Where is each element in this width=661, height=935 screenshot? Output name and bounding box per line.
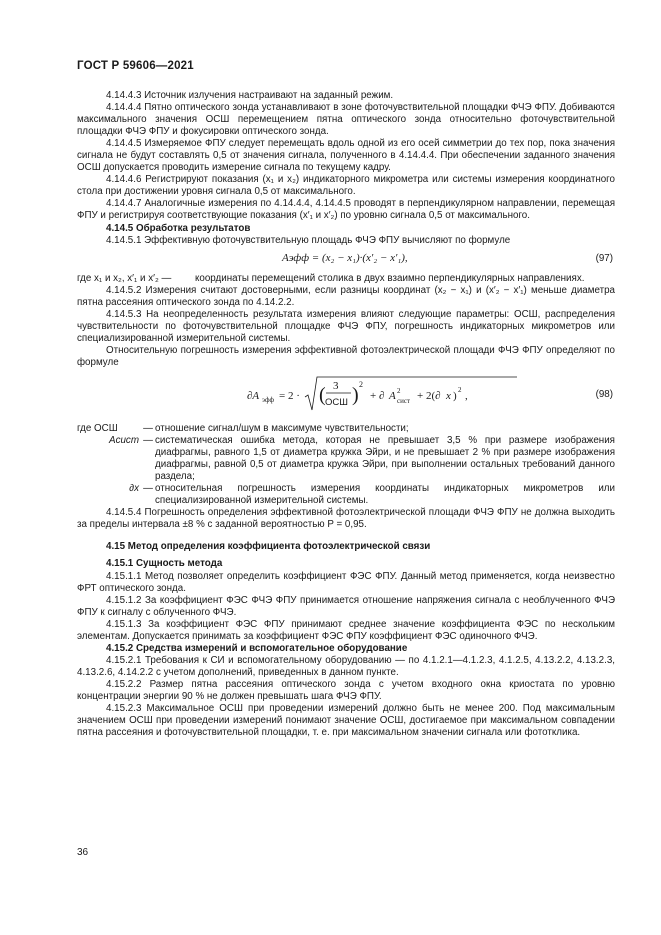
paragraph: 4.14.5.4 Погрешность определения эффективной фотоэлектрической площади ФЧЭ ФПУ не должна выходить за пределы интервала ±8 % с заданной вероятностью P = 0,95. [77,507,615,531]
svg-text:эфф: эфф [262,395,274,404]
paragraph: 4.14.5.3 На неопределенность результата измерения влияют следующие параметры: ОСШ, распределения чувствительности по фоточувствительной площадке ФЧЭ ФПУ, погрешность индикаторных микрометров или специализированной измерительной системы. [77,308,615,344]
standard-header: ГОСТ Р 59606—2021 [77,60,194,72]
formula-97-legend [77,273,615,285]
paragraph: 4.14.4.6 Регистрируют показания (x₁ и x₂) индикаторного микрометра или системы измерения координатного стола при достижении уровня сигнала 0,5 от максимального. [77,174,615,198]
paragraph: 4.14.4.5 Измеряемое ФПУ следует перемещать вдоль одной из его осей симметрии до тех пор, пока значения сигнала не будут составлять 0,5 от значения сигнала, полученного в 4.14.4.4. При обеспечении заданного значения ОСШ допускается проводить измерение сигнала по текущему кадру. [77,138,615,174]
svg-text:): ) [453,389,457,402]
svg-text:,: , [465,389,468,402]
legend-dash: — [143,422,153,434]
svg-text:3: 3 [333,379,339,392]
paragraph: 4.14.4.4 Пятно оптического зонда устанавливают в зоне фоточувствительной площадки ФЧЭ ФПУ. Добиваются максимального значения ОСШ перемещением пятна оптического зонда относительно фоточувствительной площадки ФЧЭ ФПУ и фокусировки оптического зонда. [77,102,615,138]
legend-term: где ОСШ [77,422,118,434]
paragraph: 4.14.4.3 Источник излучения настраивают на заданный режим. [106,90,394,101]
legend-term: Aсист [109,435,139,447]
svg-text:+ 2(∂: + 2(∂ [417,389,441,402]
paragraph: 4.14.4.7 Аналогичные измерения по 4.14.4.4, 4.14.4.5 проводят в перпендикулярном направлении, перемещая ФПУ и регистрируя соответствующие показания (x′₁ и x′₂) по уровню сигнала 0,5 от максимального. [77,198,615,222]
legend-term: ∂x [129,483,139,495]
formula-98-legend [77,423,615,507]
formula-97-number: (97) [595,252,613,264]
paragraph: 4.15.1.2 За коэффициент ФЭС ФЧЭ ФПУ принимается отношение напряжения сигнала с необлученного ФЧЭ ФПУ к сигналу с облученного ФЧЭ. [77,594,615,618]
page-number: 36 [77,847,89,858]
formula-98 [77,371,615,417]
svg-text:A: A [389,389,396,402]
legend-text: отношение сигнал/шум в максимуме чувствительности; [155,422,409,434]
svg-text:2: 2 [359,379,363,389]
svg-text:(: ( [319,383,326,406]
legend-dash: — [143,483,153,495]
legend-text: систематическая ошибка метода, которая не превышает 3,5 % при размере изображения диафрагмы, равного 1,5 от диаметра кружка Эйри, и не превышает 2 % при размере изображения диафрагмы, равной 0,5 от диаметра кружка Эйри, при выполнении остальных требований данного раздела; [155,435,615,483]
section-heading: 4.15 Метод определения коэффициента фотоэлектрической связи [106,541,431,553]
svg-text:): ) [352,383,359,406]
paragraph: Относительную погрешность измерения эффективной фотоэлектрической площади ФЧЭ ФПУ определяют по формуле [77,344,615,368]
svg-text:x: x [446,389,451,402]
legend-term: где x₁ и x₂, x′₁ и x′₂ — [77,272,172,284]
paragraph: 4.15.2.3 Максимальное ОСШ при проведении измерений должно быть не менее 200. Под максимальным значением ОСШ при проведении измерений понимают значение ОСШ, достигаемое при максимальном совпадении пятна рассеяния и фоточувствительной площадки, т. е. при максимальном значении сигнала или фототклика. [77,703,615,739]
legend-text: относительная погрешность измерения координаты индикаторных микрометров или специализированной измерительной системы. [155,483,615,507]
formula-97 [77,250,615,270]
subsection-heading: 4.15.2 Средства измерений и вспомогательное оборудование [106,642,408,654]
paragraph: 4.15.1.1 Метод позволяет определить коэффициент ФЭС ФПУ. Данный метод применяется, когда неизвестно ФРТ оптического зонда. [77,570,615,594]
svg-text:2: 2 [397,386,401,395]
svg-text:∂A: ∂A [247,389,260,402]
paragraph: 4.15.1.3 За коэффициент ФЭС ФПУ принимают среднее значение коэффициента ФЭС по нескольким элементам. Допускается принимать за коэффициент ФЭС ФПУ коэффициент ФЭС одиночного ФЧЭ. [77,618,615,642]
svg-text:2: 2 [458,385,462,394]
subsection-heading: 4.15.1 Сущность метода [106,558,223,570]
paragraph: 4.14.5.1 Эффективную фоточувствительную площадь ФЧЭ ФПУ вычисляют по формуле [106,234,511,246]
formula-97-expression: Aэфф = (x₂ − x₁)·(x′₂ − x′₁), [282,251,408,264]
svg-text:сист: сист [397,396,411,405]
document-body [77,90,615,739]
formula-98-number: (98) [595,388,613,400]
svg-text:= 2 ·: = 2 · [279,389,300,402]
paragraph: 4.15.2.1 Требования к СИ и вспомогательному оборудованию — по 4.1.2.1—4.1.2.3, 4.1.2.5, 4.13.2.2, 4.13.2.3, 4.13.2.6, 4.14.2.2 с учетом дополнений, приведенных в данном пункте. [77,654,615,678]
formula-98-expression [247,373,547,417]
svg-text:ОСШ: ОСШ [325,396,348,408]
paragraph: 4.15.2.2 Размер пятна рассеяния оптического зонда с учетом входного окна криостата по уровню концентрации энергии 90 % не должен превышать шага ФЧЭ ФПУ. [77,678,615,702]
section-heading: 4.14.5 Обработка результатов [106,222,251,234]
legend-dash: — [143,435,153,447]
paragraph: 4.14.5.2 Измерения считают достоверными, если разницы координат (x₂ − x₁) и (x′₂ − x′₁) меньше диаметра пятна рассеяния оптического зонда по 4.14.2.2. [77,284,615,308]
legend-text: координаты перемещений столика в двух взаимно перпендикулярных направлениях. [195,272,585,284]
svg-text:+ ∂: + ∂ [370,389,385,402]
